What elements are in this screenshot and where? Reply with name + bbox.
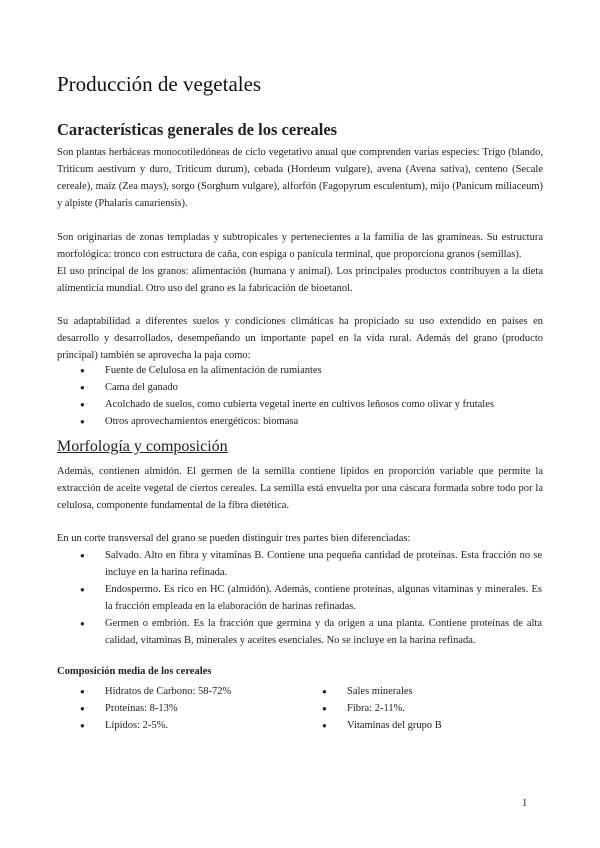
paragraph-starch: Además, contienen almidón. El germen de la semilla contiene lípidos en proporción variable que permite la extracción de aceite vegetal de ciertos cereales. La semilla está envuelta por una cáscara formada sobre todo por la celulosa, componente fundamental de la fibra dietética. [57,466,543,511]
list-item: ● Acolchado de suelos, como cubierta vegetal inerte en cultivos leñosos como olivar y frutales [80,396,542,413]
list-item: ● Sales minerales [322,683,522,700]
straw-uses-list [80,362,542,430]
composition-heading: Composición media de los cereales [57,666,212,677]
paragraph-adaptability: Su adaptabilidad a diferentes suelos y condiciones climáticas ha propiciado su uso extendido en países en desarrollo y desarrollados, desempeñando un importante papel en la vida rural. Además del grano (producto principal) también se aprovecha la paja como: [57,316,543,361]
list-item: ● Fibra: 2-11%. [322,700,522,717]
document-title: Producción de vegetales [57,72,262,96]
list-item: ● Otros aprovechamientos energéticos: biomasa [80,413,542,430]
list-item: ● Hidratos de Carbono: 58-72% [80,683,310,700]
paragraph-use: El uso principal de los granos: alimentación (humana y animal). Los principales productos contribuyen a la dieta alimenticia mundial. Otro uso del grano es la fabricación de bioetanol. [57,266,543,294]
paragraph-species: Son plantas herbáceas monocotiledóneas de ciclo vegetativo anual que comprenden varias especies: Trigo (blando, Triticum aestivum y duro, Triticum durum), cebada (Hordeum vulgare), avena (Avena sativa), centeno (Secale cereale), maíz (Zea mays), sorgo (Sorghum vulgare), alforfón (Fagopyrum esculentum), mijo (Panicum miliaceum) y alpiste (Phalaris canariensis). [57,147,543,209]
grain-parts-list [80,547,542,649]
composition-list-right [322,683,522,734]
list-item: ● Lípidos: 2-5%. [80,717,310,734]
composition-list-left [80,683,310,734]
list-item: ● Cama del ganado [80,379,542,396]
paragraph-origin: Son originarias de zonas templadas y subtropicales y pertenecientes a la familia de las gramíneas. Su estructura morfológica: tronco con estructura de caña, con espiga o panícula terminal, que proporciona granos (semillas). [57,232,543,260]
section-heading-morfologia: Morfología y composición [57,438,228,455]
list-item: ● Vitaminas del grupo B [322,717,522,734]
list-item: ● Proteínas: 8-13% [80,700,310,717]
page-number: 1 [522,798,528,809]
paragraph-cross-section: En un corte transversal del grano se pueden distinguir tres partes bien diferenciadas: [57,533,411,544]
list-item: ● Fuente de Celulosa en la alimentación de rumiantes [80,362,542,379]
section-heading-cereales: Características generales de los cereales [57,120,338,139]
list-item: ● Endospermo. Es rico en HC (almidón). Además, contiene proteínas, algunas vitaminas y minerales. Es la fracción empleada en la elaboración de harinas refinadas. [80,581,542,615]
list-item: ● Salvado. Alto en fibra y vitaminas B. Contiene una pequeña cantidad de proteínas. Esta fracción no se incluye en la harina refinada. [80,547,542,581]
list-item: ● Germen o embrión. Es la fracción que germina y da origen a una planta. Contiene proteínas de alta calidad, vitaminas B, minerales y aceites esenciales. No se incluye en la harina refinada. [80,615,542,649]
